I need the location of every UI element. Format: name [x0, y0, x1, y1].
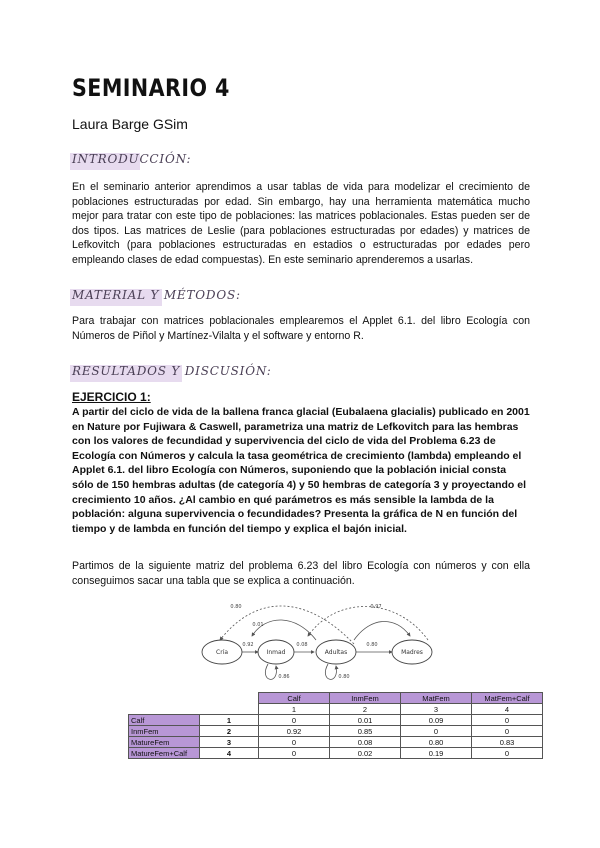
upper-arc-right	[354, 621, 410, 640]
column-index: 1	[259, 704, 330, 715]
row-header: Calf	[129, 715, 200, 726]
table-cell: 0.85	[330, 726, 401, 737]
row-index: 3	[200, 737, 259, 748]
exercise-title: EJERCICIO 1:	[72, 390, 151, 404]
edge-label: 0.80	[230, 604, 242, 610]
edge-label: 0.80	[338, 674, 350, 680]
table-cell: 0	[472, 726, 543, 737]
section-methods-title: MATERIAL Y MÉTODOS:	[72, 288, 241, 302]
column-index: 2	[330, 704, 401, 715]
return-arc	[308, 606, 428, 640]
life-cycle-diagram	[196, 596, 446, 686]
lefkovitch-matrix-table	[128, 692, 543, 759]
exercise-followup: Partimos de la siguiente matriz del problema 6.23 del libro Ecología con números y con ella conseguimos sacar una tabla que se explica a continuación.	[72, 560, 530, 587]
node-label: Madres	[401, 649, 423, 656]
row-header: InmFem	[129, 726, 200, 737]
table-cell: 0.92	[259, 726, 330, 737]
column-index: 3	[401, 704, 472, 715]
node-label: Inmad	[266, 649, 286, 656]
table-row	[129, 715, 543, 726]
page-title: SEMINARIO 4	[72, 74, 230, 102]
row-index: 1	[200, 715, 259, 726]
table-cell: 0	[259, 748, 330, 759]
table-cell: 0.02	[330, 748, 401, 759]
row-header: MatureFem	[129, 737, 200, 748]
table-index-row	[129, 704, 543, 715]
row-header: MatureFem+Calf	[129, 748, 200, 759]
table-cell: 0	[259, 737, 330, 748]
edge-label: 0.01	[252, 622, 264, 628]
edge-label: 0.86	[278, 674, 290, 680]
table-row	[129, 737, 543, 748]
table-row	[129, 726, 543, 737]
table-cell: 0	[472, 748, 543, 759]
column-header: MatFem	[401, 693, 472, 704]
column-header: Calf	[259, 693, 330, 704]
edge-label: 0.80	[366, 642, 378, 648]
table-row	[129, 748, 543, 759]
table-cell: 0	[401, 726, 472, 737]
section-results	[72, 362, 528, 386]
fecundity-arc-outer	[220, 606, 354, 644]
methods-paragraph: Para trabajar con matrices poblacionales emplearemos el Applet 6.1. del libro Ecología con Números de Piñol y Martínez-Vilalta y el software y entorno R.	[72, 315, 530, 342]
column-header: InmFem	[330, 693, 401, 704]
row-index: 4	[200, 748, 259, 759]
table-cell: 0.01	[330, 715, 401, 726]
section-intro-title: INTRODUCCIÓN:	[72, 152, 192, 166]
node-label: Cría	[216, 649, 228, 656]
table-cell: 0.83	[472, 737, 543, 748]
table-cell: 0	[259, 715, 330, 726]
edge-label: 0.97	[370, 604, 382, 610]
edge-label: 0.92	[242, 642, 254, 648]
section-intro	[72, 150, 528, 174]
intro-paragraph: En el seminario anterior aprendimos a usar tablas de vida para modelizar el crecimiento de poblaciones estructuradas por edad. Sin embargo, hay una herramienta matemática mucho mejor para tratar con este tipo de poblaciones: las matrices poblacionales. Estas pueden ser de dos tipos. Las matrices de Leslie (para poblaciones estructuradas por edades) y matrices de Lefkovitch (para poblaciones estructuradas en estadios o estructuradas por edades pero empleando clases de edad compuestas). En este seminario aprenderemos a usarlas.	[72, 181, 530, 266]
exercise-statement: A partir del ciclo de vida de la ballena franca glacial (Eubalaena glacialis) publicado en 2001 en Nature por Fujiwara & Caswell, parametriza una matriz de Lefkovitch para las hembras con los valores de fecundidad y supervivencia del ciclo de vida del Problema 6.23 de Ecología con Números y calcula la tasa geométrica de crecimiento (lambda) empleando el Applet 6.1. del libro Ecología con Números, suponiendo que la población inicial consta sólo de 150 hembras adultas (de categoría 4) y 50 hembras de categoría 3 y proyectando el crecimiento 10 años. ¿Al cambio en qué parámetros es más sensible la lambda de la población: alguna supervivencia o fecundidades? Presenta la gráfica de N en función del tiempo y de lambda en función del tiempo y explica el bajón inicial.	[72, 406, 530, 535]
row-index: 2	[200, 726, 259, 737]
node-label: Adultas	[324, 649, 348, 656]
table-cell: 0.80	[401, 737, 472, 748]
edge-label: 0.08	[296, 642, 308, 648]
author-name: Laura Barge GSim	[72, 116, 188, 132]
table-cell: 0.08	[330, 737, 401, 748]
column-header: MatFem+Calf	[472, 693, 543, 704]
section-methods	[72, 286, 528, 310]
table-cell: 0.09	[401, 715, 472, 726]
table-header-row	[129, 693, 543, 704]
table-cell: 0	[472, 715, 543, 726]
section-results-title: RESULTADOS Y DISCUSIÓN:	[72, 364, 272, 378]
table-cell: 0.19	[401, 748, 472, 759]
column-index: 4	[472, 704, 543, 715]
